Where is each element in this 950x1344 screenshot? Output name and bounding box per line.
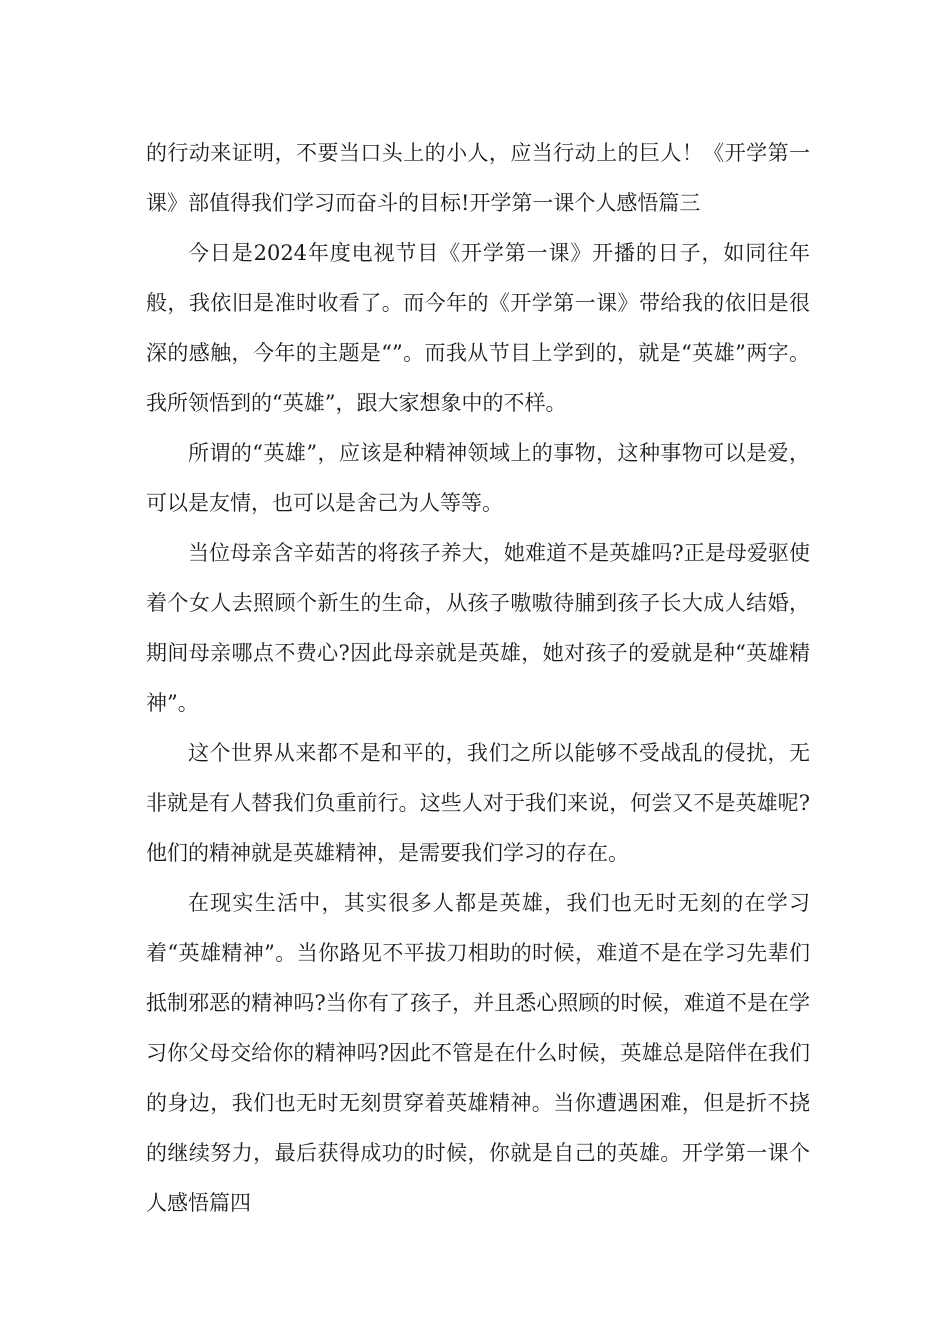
paragraph: 当位母亲含辛茹苦的将孩子养大，她难道不是英雄吗?正是母爱驱使着个女人去照顾个新生的生命，从孩子嗷嗷待脯到孩子长大成人结婚，期间母亲哪点不费心?因此母亲就是英雄，她对孩子的爱就是种“英雄精神”。 bbox=[146, 541, 810, 715]
paragraph: 这个世界从来都不是和平的，我们之所以能够不受战乱的侵扰，无非就是有人替我们负重前行。这些人对于我们来说，何尝又不是英雄呢?他们的精神就是英雄精神，是需要我们学习的存在。 bbox=[146, 741, 810, 865]
paragraph: 在现实生活中，其实很多人都是英雄，我们也无时无刻的在学习着“英雄精神”。当你路见不平拔刀相助的时候，难道不是在学习先辈们抵制邪恶的精神吗?当你有了孩子，并且悉心照顾的时候，难道不是在学习你父母交给你的精神吗?因此不管是在什么时候，英雄总是陪伴在我们的身边，我们也无时无刻贯穿着英雄精神。当你遭遇困难，但是折不挠的继续努力，最后获得成功的时候，你就是自己的英雄。开学第一课个人感悟篇四 bbox=[146, 891, 810, 1215]
paragraph: 所谓的“英雄”，应该是种精神领域上的事物，这种事物可以是爱，可以是友情，也可以是舍己为人等等。 bbox=[146, 441, 810, 515]
paragraph: 今日是2024年度电视节目《开学第一课》开播的日子，如同往年般，我依旧是准时收看了。而今年的《开学第一课》带给我的依旧是很深的感触，今年的主题是“”。而我从节目上学到的，就是“英雄”两字。我所领悟到的“英雄”，跟大家想象中的不样。 bbox=[146, 241, 810, 415]
paragraph-continuation: 的行动来证明，不要当口头上的小人，应当行动上的巨人！《开学第一课》部值得我们学习而奋斗的目标!开学第一课个人感悟篇三 bbox=[146, 141, 810, 215]
document-body bbox=[146, 128, 810, 1228]
